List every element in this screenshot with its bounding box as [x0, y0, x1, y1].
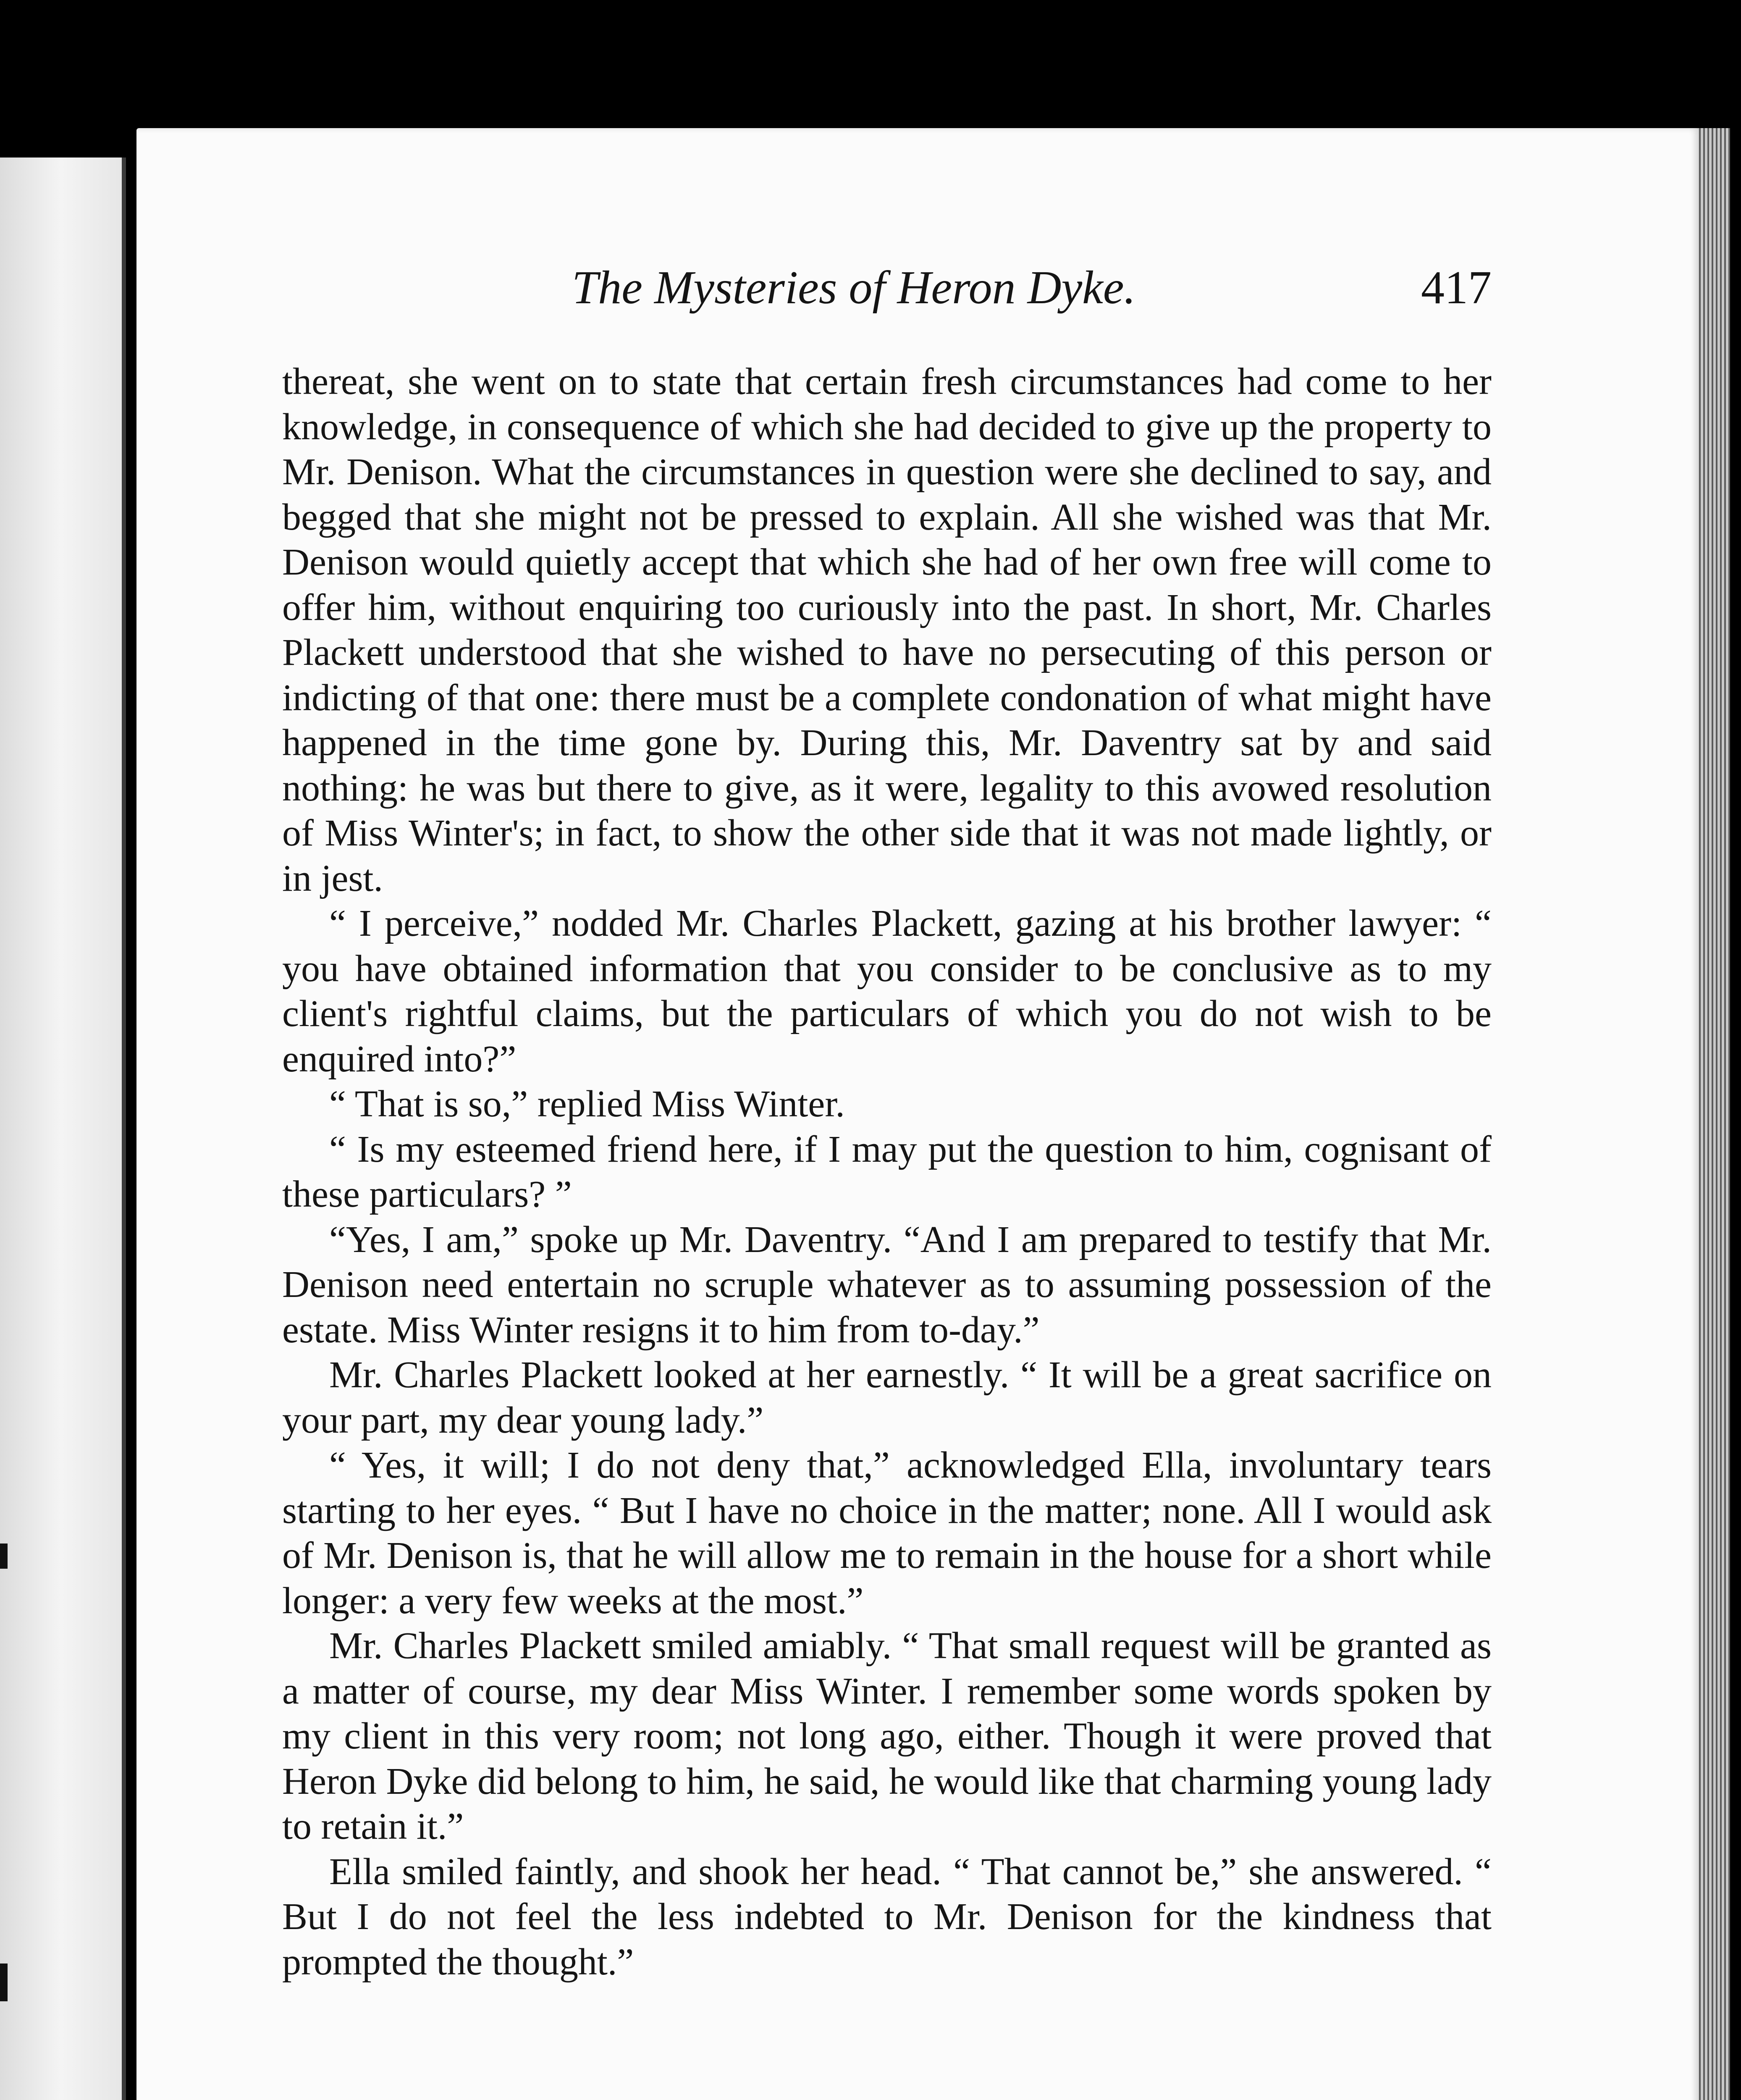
- paragraph: Mr. Charles Plackett looked at her earnestly. “ It will be a great sacrifice on your part, my dear young lady.”: [282, 1354, 1492, 1441]
- paragraph: “ Yes, it will; I do not deny that,” acknowledged Ella, involuntary tears starting to her eyes. “ But I have no choice in the matter; none. All I would ask of Mr. Denison is, that he will allow me to remain in the house for a short while longer: a very few weeks at the most.”: [282, 1444, 1492, 1622]
- adjacent-page-edge: [0, 158, 126, 2100]
- paragraph: “ I perceive,” nodded Mr. Charles Plackett, gazing at his brother lawyer: “ you have obtained information that you consider to be conclusive as to my client's rightful claims, but the particulars of which you do not wish to be enquired into?”: [282, 903, 1492, 1080]
- paragraph: thereat, she went on to state that certain fresh circumstances had come to her knowledge, in consequence of which she had decided to give up the property to Mr. Denison. What the circumstances in question were she declined to say, and begged that she might not be pressed to explain. All she wished was that Mr. Denison would quietly accept that which she had of her own free will come to offer him, without enquiring too curiously into the past. In short, Mr. Charles Plackett understood that she wished to have no persecuting of this person or indicting of that one: there must be a complete condonation of what might have happened in the time gone by. During this, Mr. Daventry sat by and said nothing: he was but there to give, as it were, legality to this avowed resolution of Miss Winter's; in fact, to show the other side that it was not made lightly, or in jest.: [282, 361, 1492, 899]
- paragraph: “Yes, I am,” spoke up Mr. Daventry. “And I am prepared to testify that Mr. Denison need entertain no scruple whatever as to assuming possession of the estate. Miss Winter resigns it to him from to-day.”: [282, 1218, 1492, 1351]
- page-edge-mark: [0, 1544, 8, 1569]
- paragraph: Mr. Charles Plackett smiled amiably. “ That small request will be granted as a matter of course, my dear Miss Winter. I remember some words spoken by my client in this very room; not long ago, either. Though it were proved that Heron Dyke did belong to him, he said, he would like that charming young lady to retain it.”: [282, 1625, 1492, 1847]
- page-header: [282, 256, 1492, 319]
- paragraph: “ Is my esteemed friend here, if I may put the question to him, cognisant of these particulars? ”: [282, 1128, 1492, 1215]
- paragraph: “ That is so,” replied Miss Winter.: [329, 1083, 845, 1125]
- paragraph: Ella smiled faintly, and shook her head. “ That cannot be,” she answered. “ But I do not feel the less indebted to Mr. Denison for the kindness that prompted the thought.”: [282, 1851, 1492, 1983]
- page-edge-mark: [0, 1964, 8, 2001]
- running-title: The Mysteries of Heron Dyke.: [572, 262, 1136, 314]
- page-number: 417: [1421, 262, 1492, 314]
- body-text: [282, 359, 1492, 1984]
